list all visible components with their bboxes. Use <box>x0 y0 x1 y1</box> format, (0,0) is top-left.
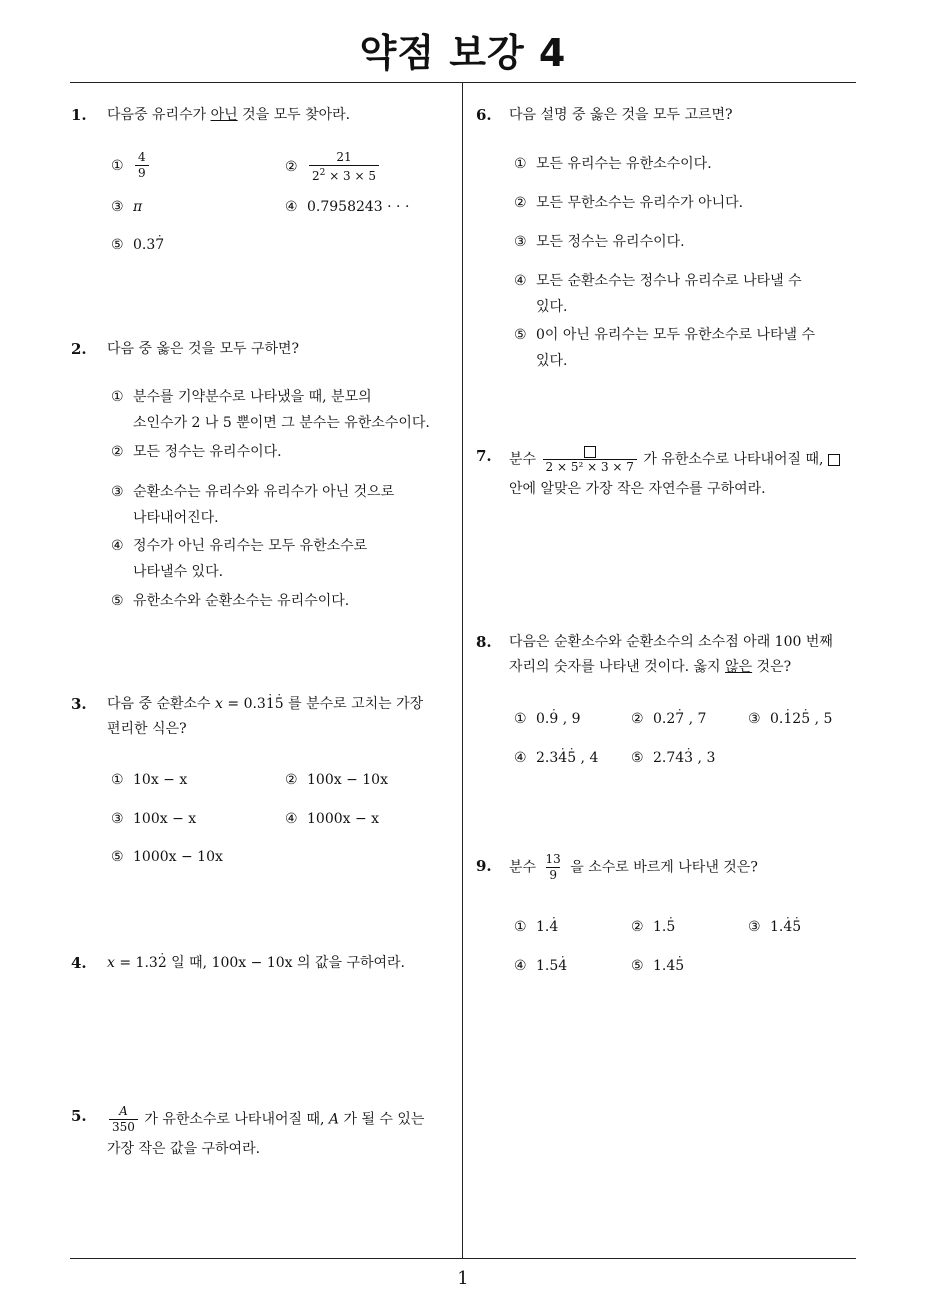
q1-option-1[interactable]: ① $\frac{4}{9}$ <box>111 150 151 181</box>
q3-option-4[interactable]: ④ 1000x − x <box>285 811 380 827</box>
question-2: 2. 다음 중 옳은 것을 모두 구하면? <box>71 340 300 358</box>
page-title: 약점 보강 4 <box>359 31 567 75</box>
q9-option-4[interactable]: ④ 1.54 ˙ <box>514 954 567 979</box>
q2-option-1[interactable]: ① 분수를 기약분수로 나타냈을 때, 분모의 소인수가 2 나 5 뿐이면 그 분수는 유한소수이다. <box>111 389 430 431</box>
page-number: 1 <box>457 1268 469 1289</box>
q9-option-3[interactable]: ③ 1.4 ˙5 ˙ <box>748 915 801 940</box>
q9-option-1[interactable]: ① 1.4 ˙ <box>514 915 558 940</box>
question-text: 다음 중 순환소수 x = 0.31 ˙5 ˙ 를 분수로 고치는 가장 편리한 식은? <box>107 692 452 742</box>
q8-option-5[interactable]: ⑤ 2.743 ˙ , 3 <box>631 746 715 771</box>
question-4: 4. x = 1.32 ˙ 일 때, 100x − 10x 의 값을 구하여라. <box>71 951 451 981</box>
q8-option-3[interactable]: ③ 0.1 ˙25 ˙ , 5 <box>748 707 832 732</box>
q2-option-5[interactable]: ⑤ 유한소수와 순환소수는 유리수이다. <box>111 593 350 609</box>
q3-option-5[interactable]: ⑤ 1000x − 10x <box>111 849 223 865</box>
q8-option-1[interactable]: ① 0.9 ˙ , 9 <box>514 707 581 732</box>
q3-option-2[interactable]: ② 100x − 10x <box>285 772 388 788</box>
q6-option-1[interactable]: ① 모든 유리수는 유한소수이다. <box>514 156 712 172</box>
question-number: 1. <box>71 106 87 124</box>
q9-option-5[interactable]: ⑤ 1.45 ˙ <box>631 954 684 979</box>
q8-option-2[interactable]: ② 0.27 ˙ , 7 <box>631 707 706 732</box>
q8-option-4[interactable]: ④ 2.34 ˙5 ˙ , 4 <box>514 746 598 771</box>
question-5: 5. $\frac{A}{350}$ 가 유한소수로 나타내어질 때, A 가 될 수 있는 가장 작은 값을 구하여라. <box>71 1104 451 1164</box>
top-rule <box>70 82 856 83</box>
q1-option-3[interactable]: ③ π <box>111 199 143 215</box>
q3-option-3[interactable]: ③ 100x − x <box>111 811 197 827</box>
question-6: 6. 다음 설명 중 옳은 것을 모두 고르면? <box>476 106 733 124</box>
q2-option-2[interactable]: ② 모든 정수는 유리수이다. <box>111 444 282 460</box>
q1-option-2[interactable]: ② $\frac{21}{2^2 \times 3 \times 5}$ <box>285 150 381 184</box>
q1-option-4[interactable]: ④ 0.7958243 · · · <box>285 199 410 215</box>
column-divider <box>462 83 463 1258</box>
q6-option-5[interactable]: ⑤ 0이 아닌 유리수는 모두 유한소수로 나타낼 수 있다. <box>514 327 816 369</box>
question-text: $\frac{A}{350}$ 가 유한소수로 나타내어질 때, A 가 될 수 있는 <box>107 1104 452 1135</box>
q2-option-4[interactable]: ④ 정수가 아닌 유리수는 모두 유한소수로 나타낼수 있다. <box>111 538 368 580</box>
q6-option-3[interactable]: ③ 모든 정수는 유리수이다. <box>514 234 685 250</box>
q3-option-1[interactable]: ① 10x − x <box>111 772 188 788</box>
q1-option-5[interactable]: ⑤ 0.37 ˙ <box>111 233 164 258</box>
question-7: 7. 분수 2 × 5² × 3 × 7 가 유한소수로 나타내어질 때, 안에 알맞은 가장 작은 자연수를 구하여라. <box>476 444 856 504</box>
question-9: 9. 분수 $\frac{13}{9}$ 을 소수로 바르게 나타낸 것은? <box>476 852 758 882</box>
question-text: x = 1.32 ˙ 일 때, 100x − 10x 의 값을 구하여라. <box>107 951 405 976</box>
question-text: 분수 2 × 5² × 3 × 7 가 유한소수로 나타내어질 때, <box>509 444 859 475</box>
question-text: 분수 $\frac{13}{9}$ 을 소수로 바르게 나타낸 것은? <box>509 852 758 882</box>
q2-option-3[interactable]: ③ 순환소수는 유리수와 유리수가 아닌 것으로 나타내어진다. <box>111 484 395 526</box>
q6-option-2[interactable]: ② 모든 무한소수는 유리수가 아니다. <box>514 195 744 211</box>
q9-option-2[interactable]: ② 1.5 ˙ <box>631 915 675 940</box>
question-8: 8. 다음은 순환소수와 순환소수의 소수점 아래 100 번째 자리의 숫자를 나타낸 것이다. 옳지 않은 것은? <box>476 630 856 690</box>
bottom-rule <box>70 1258 856 1259</box>
question-text: 다음은 순환소수와 순환소수의 소수점 아래 100 번째 자리의 숫자를 나타낸 것이다. 옳지 않은 것은? <box>509 634 833 675</box>
question-1 <box>71 103 451 133</box>
question-3: 3. 다음 중 순환소수 x = 0.31 ˙5 ˙ 를 분수로 고치는 가장 편리한 식은? <box>71 692 451 752</box>
question-text: 다음중 유리수가 아닌 것을 모두 찾아라. <box>107 107 351 123</box>
q6-option-4[interactable]: ④ 모든 순환소수는 정수나 유리수로 나타낼 수 있다. <box>514 273 802 315</box>
